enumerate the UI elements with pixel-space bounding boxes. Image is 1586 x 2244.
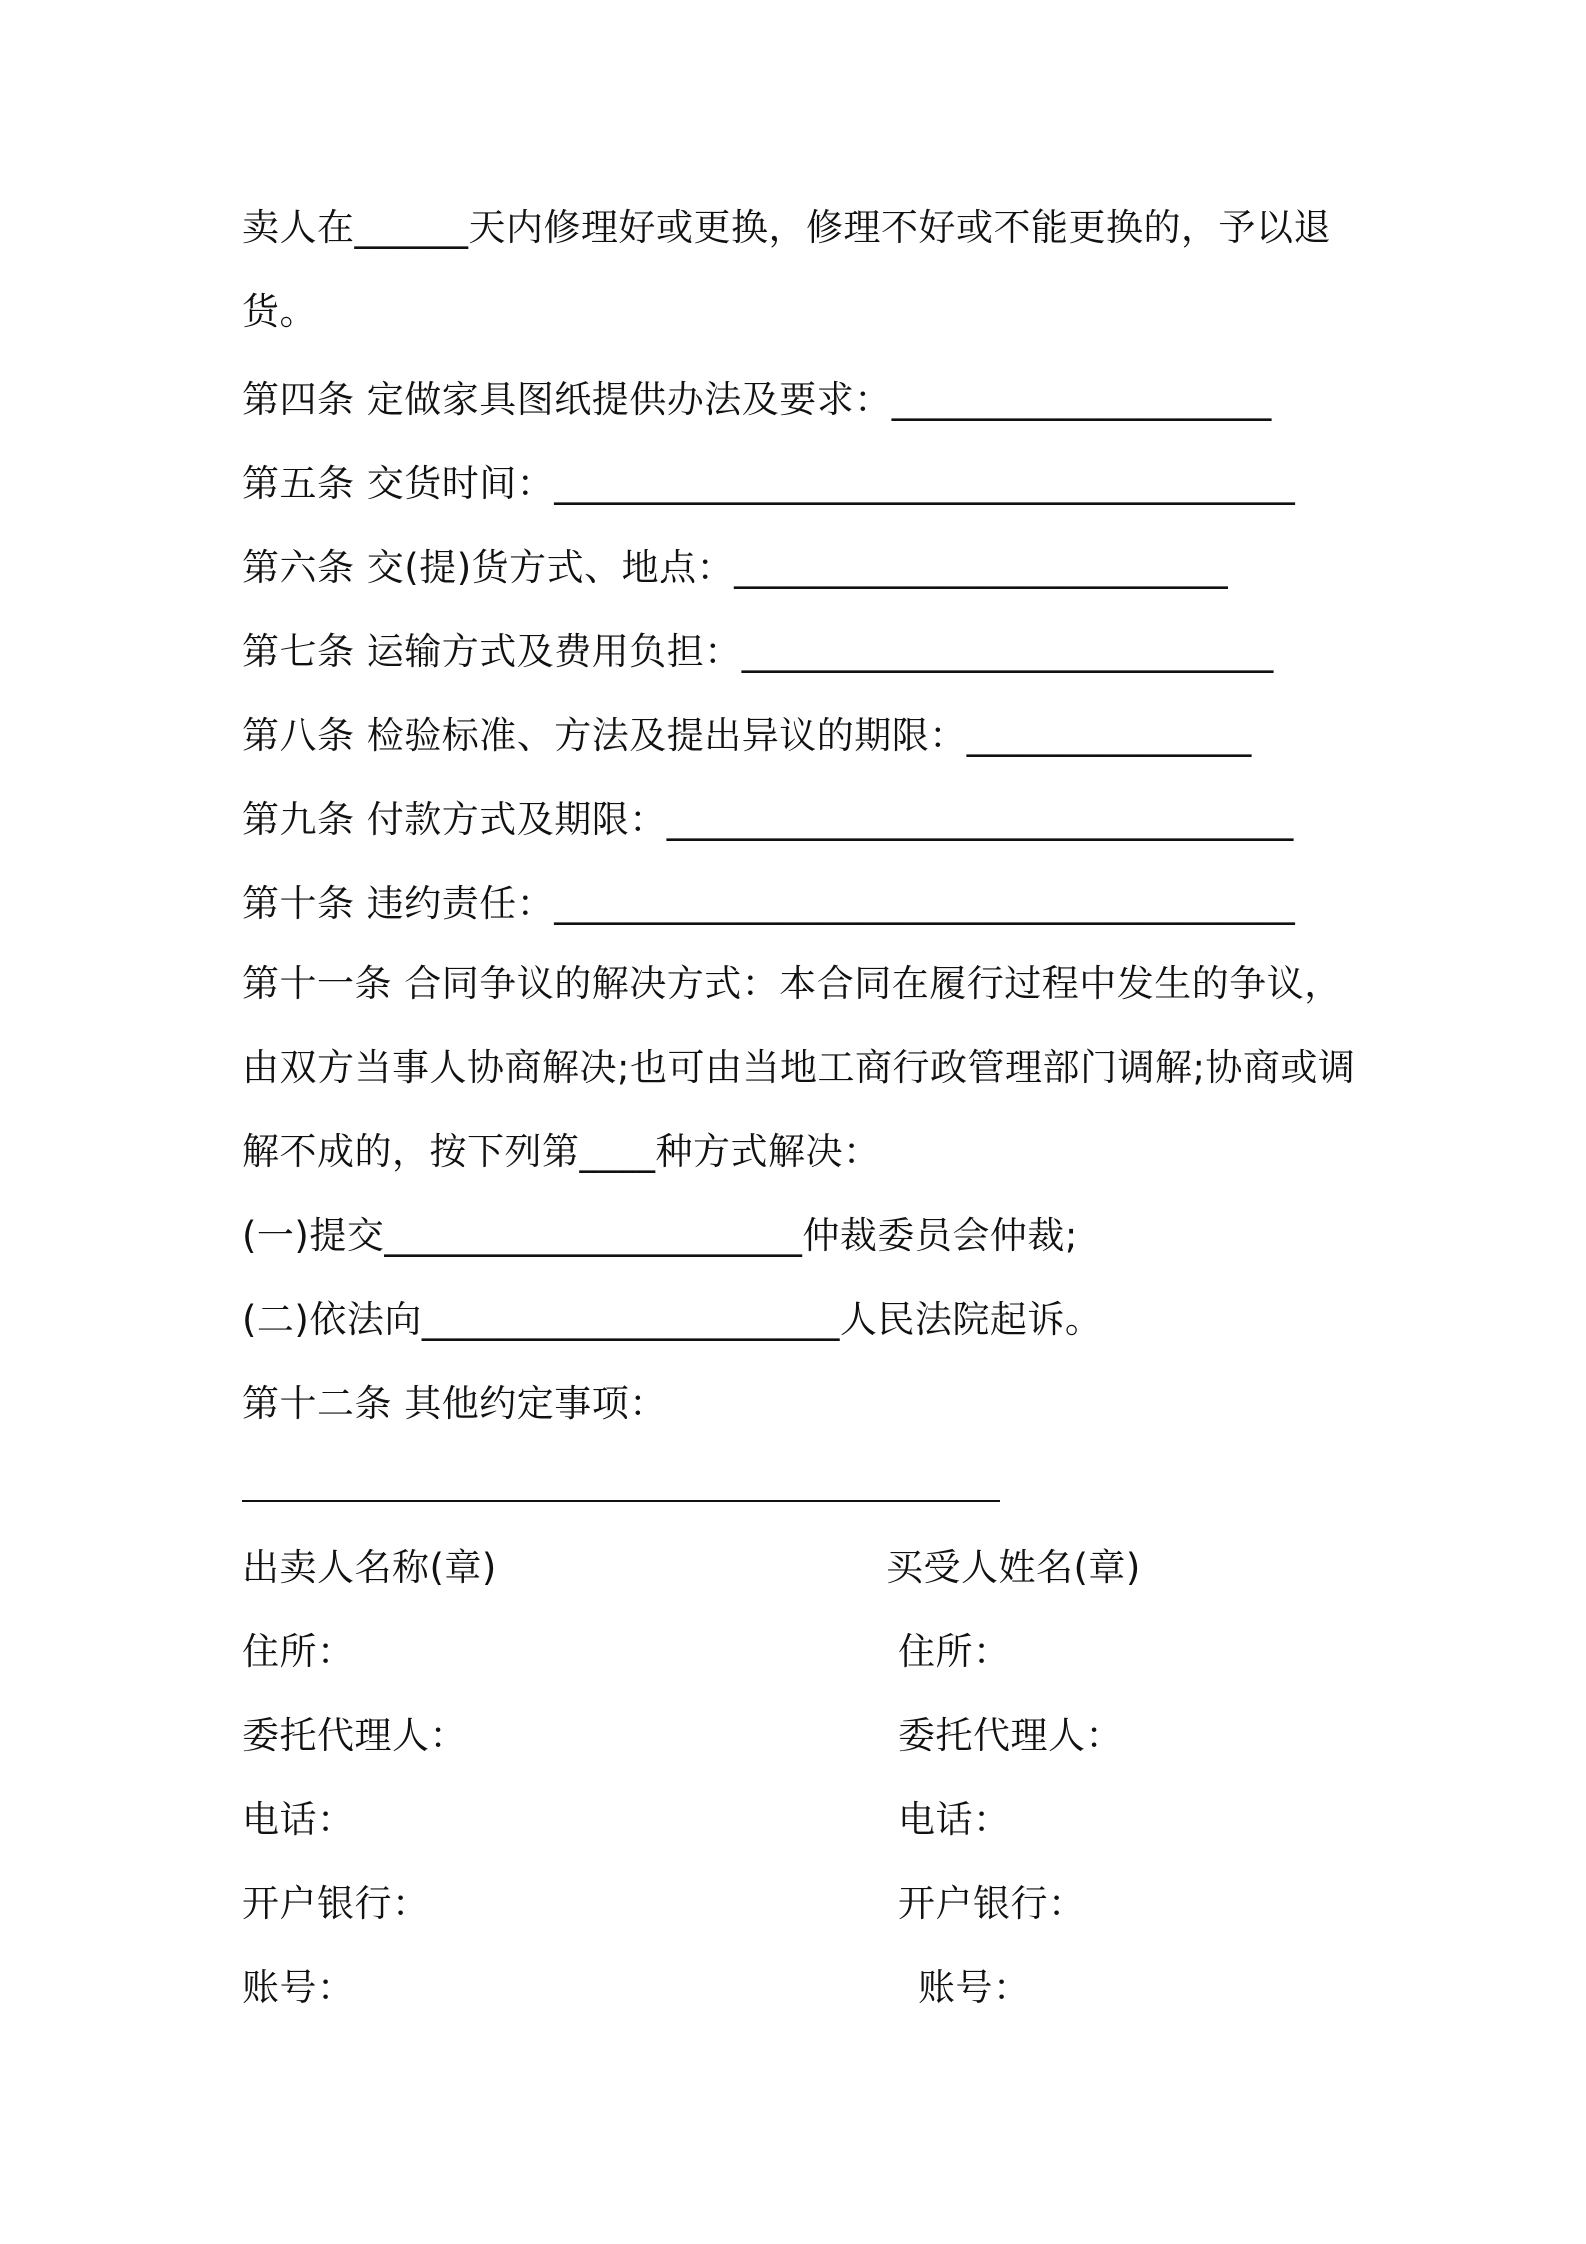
buyer-agent-label: 委托代理人： xyxy=(898,1714,1123,1757)
clause-10: 第十条 违约责任：_______________________________________ xyxy=(242,882,1296,925)
clause-12: 第十二条 其他约定事项： xyxy=(242,1382,667,1425)
dispute-option-2: (二)依法向______________________人民法院起诉。 xyxy=(242,1298,1103,1341)
clause-5: 第五条 交货时间：_______________________________________ xyxy=(242,462,1296,505)
seller-address-label: 住所： xyxy=(242,1630,355,1673)
clause-4: 第四条 定做家具图纸提供办法及要求：____________________ xyxy=(242,378,1272,421)
buyer-address-label: 住所： xyxy=(898,1630,1011,1673)
clause-9: 第九条 付款方式及期限：_________________________________ xyxy=(242,798,1294,841)
clause-11-line-3: 解不成的，按下列第____种方式解决： xyxy=(242,1130,881,1173)
text-line-2: 货。 xyxy=(242,290,317,333)
clause-7: 第七条 运输方式及费用负担：____________________________ xyxy=(242,630,1274,673)
clause-6: 第六条 交(提)货方式、地点：__________________________ xyxy=(242,546,1229,589)
buyer-name-label: 买受人姓名(章) xyxy=(886,1546,1141,1589)
text-line-1: 卖人在______天内修理好或更换，修理不好或不能更换的，予以退 xyxy=(242,206,1331,249)
buyer-account-label: 账号： xyxy=(918,1966,1031,2009)
seller-name-label: 出卖人名称(章) xyxy=(242,1546,497,1589)
clause-11-line-2: 由双方当事人协商解决;也可由当地工商行政管理部门调解;协商或调 xyxy=(242,1046,1356,1089)
seller-account-label: 账号： xyxy=(242,1966,355,2009)
seller-bank-label: 开户银行： xyxy=(242,1882,430,1925)
blank-line-divider xyxy=(242,1500,1000,1502)
clause-8: 第八条 检验标准、方法及提出异议的期限：_______________ xyxy=(242,714,1252,757)
buyer-bank-label: 开户银行： xyxy=(898,1882,1086,1925)
dispute-option-1: (一)提交______________________仲裁委员会仲裁; xyxy=(242,1214,1078,1257)
buyer-phone-label: 电话： xyxy=(898,1798,1011,1841)
seller-agent-label: 委托代理人： xyxy=(242,1714,467,1757)
seller-phone-label: 电话： xyxy=(242,1798,355,1841)
clause-11-line-1: 第十一条 合同争议的解决方式：本合同在履行过程中发生的争议， xyxy=(242,962,1342,1005)
